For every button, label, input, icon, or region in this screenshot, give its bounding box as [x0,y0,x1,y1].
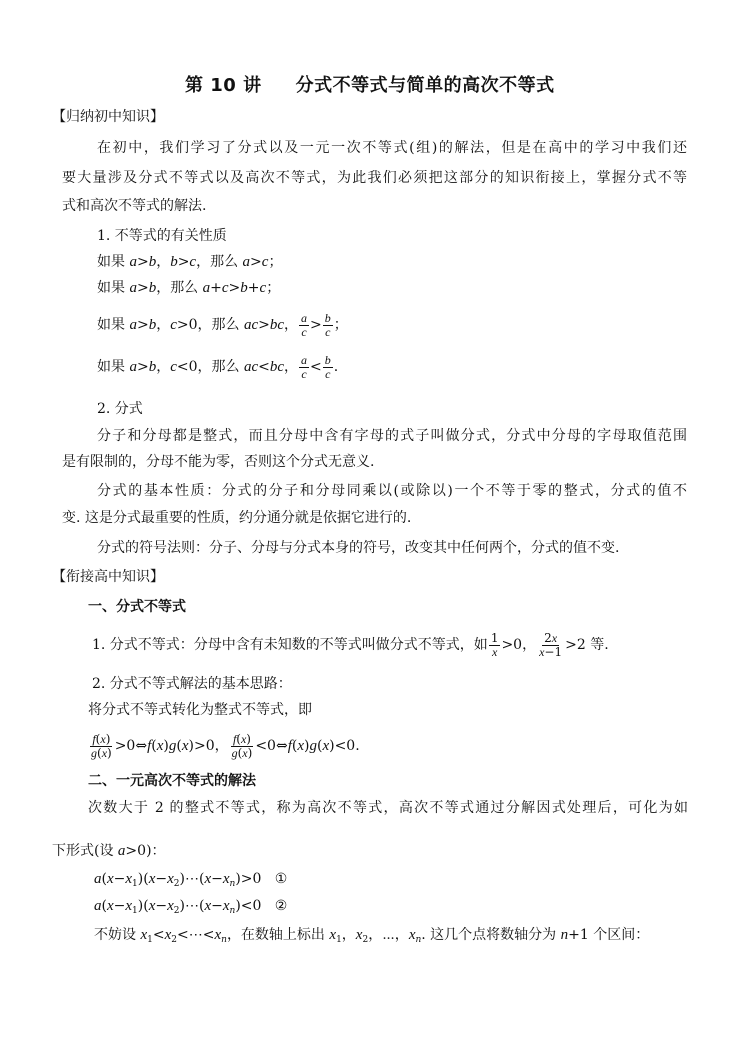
intro-line-2: 要大量涉及分式不等式以及高次不等式，为此我们必须把这部分的知识衔接上，掌握分式不等 [62,170,687,186]
solve-idea-heading: 2. 分式不等式解法的基本思路： [92,676,292,692]
high-order-line-1: 次数大于 2 的整式不等式，称为高次不等式，高次不等式通过分解因式处理后，可化为如 [88,800,688,816]
title-lecture-number: 第 10 讲 [185,75,262,96]
number-line-intervals-line: 不妨设 $x_1<x_2<\cdots<x_n$，在数轴上标出 $x_1$，$x_2$，⋯，$x_n$. 这几个点将数轴分为 n+1 个区间： [94,927,650,945]
inequality-property-3: 如果 a>b，c>0，那么 ac>bc， $\frac{a}{c}$ > $\frac{b}{c}$ ； [97,310,348,339]
item-1-heading: 1. 不等式的有关性质 [97,228,227,244]
inequality-property-4: 如果 a>b，c<0，那么 ac<bc， $\frac{a}{c}$ < $\frac{b}{c}$ . [97,352,339,381]
fraction-definition-line-2: 是有限制的，分母不能为零，否则这个分式无意义. [62,454,375,470]
fraction-property-line-1: 分式的基本性质：分式的分子和分母同乘以(或除以)一个不等于零的整式，分式的值不 [97,483,687,499]
fraction-definition-line-1: 分子和分母都是整式，而且分母中含有字母的式子叫做分式，分式中分母的字母取值范围 [97,428,687,444]
equation-label-2: ② [274,898,288,914]
solve-idea-text: 将分式不等式转化为整式不等式，即 [88,702,312,718]
fraction-inequality-definition: 1. 分式不等式：分母中含有未知数的不等式叫做分式不等式，如 $\frac{1}{x}$ >0， $\frac{2x}{x-1}$ >2 等. [92,630,609,659]
section-heading-senior: 【衔接高中知识】 [52,569,164,585]
fraction-sign-rule: 分式的符号法则：分子、分母与分式本身的符号，改变其中任何两个，分式的值不变. [97,540,620,556]
high-order-form-1: $a(x-x_1)(x-x_2)\cdots(x-x_n)>0$ ① [94,871,288,889]
inequality-property-2: 如果 a>b，那么 a+c>b+c； [97,280,281,296]
intro-line-1: 在初中，我们学习了分式以及一元一次不等式(组)的解法，但是在高中的学习中我们还 [97,140,687,156]
high-order-line-2: 下形式(设 a>0)： [52,843,166,859]
title-topic: 分式不等式与简单的高次不等式 [295,75,555,96]
equation-label-1: ① [274,871,288,887]
inequality-property-1: 如果 a>b，b>c，那么 a>c； [97,254,283,270]
part-1-heading: 一、分式不等式 [88,599,186,615]
part-2-heading: 二、一元高次不等式的解法 [88,773,256,789]
intro-line-3: 式和高次不等式的解法. [62,198,207,214]
page-title [185,76,555,96]
item-2-heading: 2. 分式 [97,401,143,417]
fraction-to-polynomial-rule: $\frac{f(x)}{g(x)}$ >0⇔f(x)g(x)>0， $\frac{f(x)}{g(x)}$ <0⇔f(x)g(x)<0. [91,731,360,760]
fraction-property-line-2: 变. 这是分式最重要的性质，约分通分就是依据它进行的. [62,510,412,526]
high-order-form-2: $a(x-x_1)(x-x_2)\cdots(x-x_n)<0$ ② [94,898,288,916]
section-heading-junior: 【归纳初中知识】 [52,109,164,125]
